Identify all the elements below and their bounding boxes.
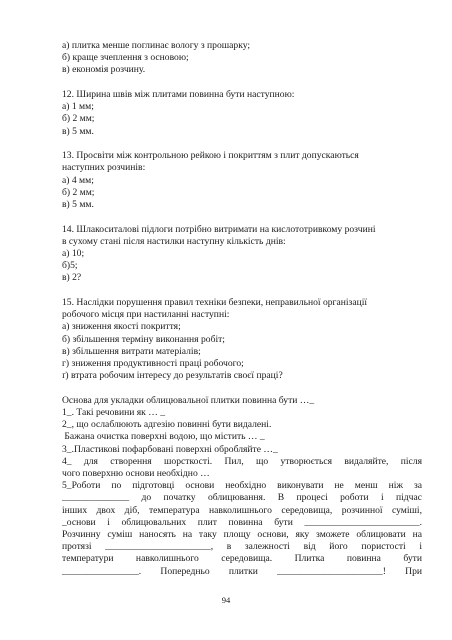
option-line: б) краще зчеплення з основою; <box>62 52 189 64</box>
fill-in-line: Розчинну суміш наносять на таку площу основи, яку зможете облицювати на <box>62 529 422 541</box>
fill-in-line: 1_. Такі речовини як … _ <box>62 407 166 419</box>
question-15: 15. Наслідки порушення правил техніки безпеки, неправильної організації <box>62 297 368 309</box>
fill-in-line: Бажана очистка поверхні водою, що містить … _ <box>62 431 265 443</box>
question-15-cont: робочого місця при настиланні наступні: <box>62 309 230 321</box>
fill-in-line: 2_, що ослаблюють адгезію повинні бути видалені. <box>62 419 272 431</box>
option-line: б) 2 мм; <box>62 113 95 125</box>
fill-in-line: 5_Роботи по підготовці основи необхідно виконувати не менш ніж за <box>62 480 422 492</box>
option-line: г) зниження продуктивності праці робочого; <box>62 358 244 370</box>
question-14-cont: в сухому стані після настилки наступну кількість днів: <box>62 235 286 247</box>
fill-in-line: температури навколишнього середовища. Плитка повинна бути <box>62 553 422 565</box>
option-line: ґ) втрата робочим інтересу до результатів своєї праці? <box>62 370 283 382</box>
fill-in-line: 4_ для створення шорсткості. Пил, що утворюється видаляйте, після <box>62 455 422 467</box>
option-line: в) економія розчину. <box>62 64 146 76</box>
option-line: а) плитка менше поглинає вологу з прошарку; <box>62 40 251 51</box>
option-line: в) 2? <box>62 272 82 284</box>
page-content <box>62 40 422 578</box>
fill-in-line: _основи і облицювальних плит повинна бути ________________________. <box>62 516 422 528</box>
option-line: а) 10; <box>62 248 85 260</box>
option-line: в) збільшення витрати матеріалів; <box>62 345 201 357</box>
option-line: в) 5 мм. <box>62 199 94 211</box>
option-line: а) 1 мм; <box>62 101 94 113</box>
question-12: 12. Ширина швів між плитами повинна бути наступною: <box>62 89 295 100</box>
question-13: 13. Просвіти між контрольною рейкою і покриттям з плит допускаються <box>62 150 359 162</box>
fill-in-line: ________________. Попередньо плитки ______________________! При <box>62 565 422 577</box>
option-line: б) 2 мм; <box>62 186 95 198</box>
fill-in-line: ______________ до початку облицювання. В процесі роботи і підчас <box>62 492 422 504</box>
option-line: а) 4 мм; <box>62 174 94 186</box>
question-13-cont: наступних розчинів: <box>62 162 146 174</box>
page-number: 94 <box>221 595 231 605</box>
fill-in-heading: Основа для укладки облицювальної плитки повинна бути …_ <box>62 394 315 406</box>
option-line: а) зниження якості покриття; <box>62 321 181 333</box>
question-14: 14. Шлакоситалові підлоги потрібно витримати на кислототривкому розчині <box>62 223 376 235</box>
fill-in-line: інших двох діб, температура навколишнього середовища, розчинної суміші, <box>62 504 422 516</box>
fill-in-line: 3_.Пластикові пофарбовані поверхні обробляйте …_ <box>62 443 278 455</box>
option-line: в) 5 мм. <box>62 125 94 137</box>
fill-in-line: чого поверхню основи необхідно … <box>62 468 210 480</box>
fill-in-line: протязі ______________________, в залежності від його пористості і <box>62 541 422 553</box>
option-line: б)5; <box>62 260 78 272</box>
option-line: б) збільшення терміну виконання робіт; <box>62 333 225 345</box>
